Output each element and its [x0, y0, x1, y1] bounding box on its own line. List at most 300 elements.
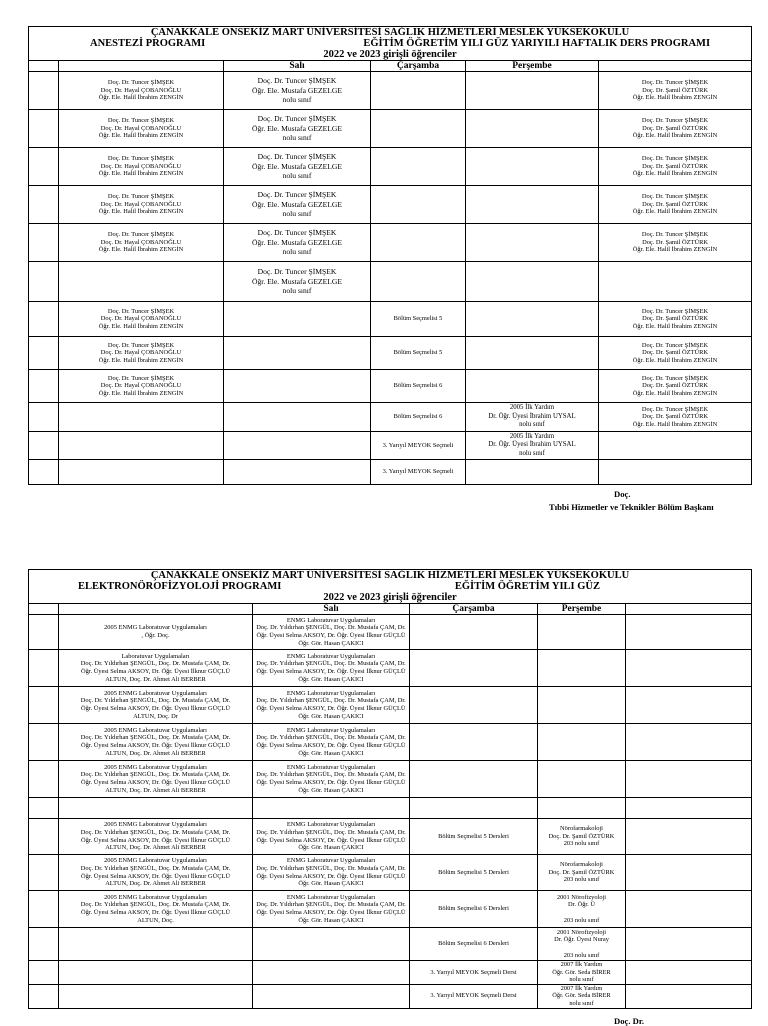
- cell-line: Öğr. Üyesi Selma AKSOY, Dr. Öğr. Üyesi İlknur GÜÇLÜ: [256, 632, 406, 639]
- schedule-cell: [253, 724, 410, 761]
- schedule-cell: [253, 761, 410, 798]
- cell-line: 2005 İlk Yardım: [509, 404, 555, 412]
- time-slot-cell: [29, 302, 59, 337]
- cell-line: Bölüm Seçmelisi 6: [393, 382, 443, 390]
- cell-line: Doç. Dr. Hayal ÇOBANOĞLU: [100, 162, 182, 170]
- schedule-cell: [253, 819, 410, 855]
- cell-line: nolu sınıf: [282, 247, 312, 257]
- cell-line: Doç. Dr. Yıldırhan ŞENGÜL, Doç. Dr. Mustafa ÇAM, Dr.: [256, 771, 406, 779]
- cell-line: Öğr. Ele. Halil İbrahim ZENGİN: [632, 170, 718, 178]
- schedule-cell: [626, 687, 752, 724]
- cell-line: Öğr. Ele. Halil İbrahim ZENGİN: [98, 389, 184, 397]
- term-title: EĞİTİM ÖĞRETİM YILI GÜZ: [454, 581, 601, 592]
- schedule-cell: [59, 984, 253, 1008]
- schedule-cell: [59, 186, 224, 224]
- cell-line: Dr. Öğr. Üyesi Nuray: [554, 936, 609, 944]
- cell-line: Öğr. Üyesi Selma AKSOY, Dr. Öğr. Üyesi İlknur GÜÇLÜ: [256, 872, 406, 880]
- cell-line: Öğr. Ele. Halil İbrahim ZENGİN: [632, 420, 718, 428]
- schedule-cell: [59, 798, 253, 819]
- cohort-title: 2022 ve 2023 girişli öğrenciler: [323, 592, 457, 603]
- cell-line: Bölüm Seçmelisi 5 Dersleri: [438, 832, 509, 840]
- time-slot-cell: [29, 984, 59, 1008]
- time-slot-cell: [29, 337, 59, 370]
- cell-line: 2005 ENMG Laboratuvar Uygulamaları: [104, 893, 207, 901]
- schedule-cell: [538, 724, 626, 761]
- schedule-cell: [466, 337, 599, 370]
- cell-line: 2005 ENMG Laboratuvar Uygulamaları: [104, 624, 207, 632]
- cell-line: Öğr. Üyesi Selma AKSOY, Dr. Öğr. Üyesi İlknur GÜÇLÜ: [256, 742, 406, 749]
- schedule-cell: [371, 432, 466, 460]
- university-title: ÇANAKKALE ONSEKİZ MART ÜNİVERSİTESİ SAĞLIK HİZMETLERİ MESLEK YÜKSEKOKULU: [150, 27, 630, 38]
- cell-line: Öğr. Ele. Halil İbrahim ZENGİN: [632, 322, 718, 330]
- cell-line: Bölüm Seçmelisi 6 Dersleri: [438, 940, 509, 948]
- cell-line: Bölüm Seçmelisi 5: [393, 349, 443, 357]
- cell-line: Öğr. Üyesi Selma AKSOY, Dr. Öğr. Üyesi İlknur GÜÇLÜ: [81, 705, 230, 712]
- cell-line: Doç. Dr. Yıldırhan ŞENGÜL, Doç. Dr. Mustafa ÇAM, Dr.: [80, 901, 231, 909]
- time-slot-cell: [29, 928, 59, 961]
- cell-line: 2007 İlk Yardım: [560, 961, 603, 968]
- schedule-row: [29, 761, 752, 798]
- schedule-cell: [224, 302, 371, 337]
- cell-line: Doç. Dr. Tuncer ŞİMŞEK: [107, 155, 175, 163]
- cell-line: Öğr. Ele. Mustafa GEZELGE: [251, 85, 343, 95]
- schedule-cell: [626, 761, 752, 798]
- schedule-cell: [371, 110, 466, 148]
- cell-line: Bölüm Seçmelisi 5 Dersleri: [438, 868, 509, 876]
- time-slot-cell: [29, 761, 59, 798]
- schedule-cell: [626, 724, 752, 761]
- cell-line: Doç. Dr. Tuncer ŞİMŞEK: [257, 152, 337, 162]
- schedule-cell: [410, 819, 538, 855]
- time-slot-cell: [29, 724, 59, 761]
- schedule-row: [29, 855, 752, 891]
- schedule-cell: [59, 687, 253, 724]
- schedule-cell: [466, 370, 599, 403]
- cell-line: 203 nolu sınıf: [563, 840, 600, 848]
- schedule-cell: [59, 370, 224, 403]
- schedule-cell: [599, 302, 752, 337]
- schedule-cell: [410, 855, 538, 891]
- schedule-cell: [599, 262, 752, 302]
- cell-line: Öğr. Gör. Hasan ÇAKICI: [298, 712, 364, 720]
- schedule-cell: [59, 961, 253, 985]
- schedule-cell: [538, 928, 626, 961]
- schedule-cell: [599, 403, 752, 432]
- schedule-cell: [538, 761, 626, 798]
- schedule-cell: [466, 460, 599, 485]
- schedule-cell: [410, 724, 538, 761]
- cell-line: Öğr. Üyesi Selma AKSOY, Dr. Öğr. Üyesi İlknur GÜÇLÜ: [256, 705, 406, 712]
- cell-line: Öğr. Üyesi Selma AKSOY, Dr. Öğr. Üyesi İlknur GÜÇLÜ: [256, 909, 406, 916]
- cell-line: Doç. Dr. Hayal ÇOBANOĞLU: [100, 238, 182, 246]
- cell-line: Doç. Dr. Tuncer ŞİMŞEK: [107, 117, 175, 125]
- schedule-cell: [59, 224, 224, 262]
- schedule-cell: [466, 403, 599, 432]
- cell-line: Doç. Dr. Yıldırhan ŞENGÜL, Doç. Dr. Mustafa ÇAM, Dr.: [80, 660, 231, 668]
- schedule-row: [29, 798, 752, 819]
- cell-line: ALTUN, Doç. Dr. Ahmet Ali BERBER: [105, 749, 206, 757]
- schedule-cell: [59, 650, 253, 687]
- cell-line: Doç. Dr. Tuncer ŞİMŞEK: [107, 341, 175, 349]
- cell-line: ALTUN, Doç.: [137, 916, 174, 924]
- day-tuesday: Salı: [253, 604, 410, 615]
- cell-line: 2005 ENMG Laboratuvar Uygulamaları: [104, 689, 207, 697]
- day-thursday: Perşembe: [466, 61, 599, 72]
- schedule-cell: [410, 798, 538, 819]
- schedule-cell: [224, 186, 371, 224]
- time-slot-cell: [29, 855, 59, 891]
- schedule-cell: [371, 460, 466, 485]
- time-slot-cell: [29, 687, 59, 724]
- cell-line: Doç. Dr. Tuncer ŞİMŞEK: [257, 114, 337, 124]
- cell-line: Doç. Dr. Hayal ÇOBANOĞLU: [100, 315, 182, 323]
- cell-line: Doç. Dr. Tuncer ŞİMŞEK: [641, 307, 709, 315]
- cell-line: Öğr. Üyesi Selma AKSOY, Dr. Öğr. Üyesi İlknur GÜÇLÜ: [81, 909, 230, 916]
- schedule-cell: [371, 72, 466, 110]
- schedule-cell: [626, 891, 752, 928]
- schedule-cell: [253, 615, 410, 650]
- day-tuesday: Salı: [224, 61, 371, 72]
- schedule-cell: [599, 110, 752, 148]
- cell-line: Doç. Dr. Tuncer ŞİMŞEK: [107, 231, 175, 239]
- schedule-cell: [466, 302, 599, 337]
- schedule-cell: [59, 855, 253, 891]
- schedule-cell: [253, 650, 410, 687]
- schedule-cell: [59, 615, 253, 650]
- cell-line: Dr. Öğr. Üyesi İbrahim UYSAL: [488, 412, 576, 420]
- cell-line: [539, 909, 624, 917]
- schedule-cell: [626, 615, 752, 650]
- cell-line: Doç. Dr. Hayal ÇOBANOĞLU: [100, 200, 182, 208]
- cell-line: nolu sınıf: [282, 133, 312, 143]
- schedule-cell: [371, 148, 466, 186]
- schedule-row: [29, 224, 752, 262]
- cell-line: Doç. Dr. Yıldırhan ŞENGÜL, Doç. Dr. Mustafa ÇAM, Dr.: [256, 901, 406, 909]
- anestezi-rows: [29, 72, 752, 485]
- schedule-row: [29, 819, 752, 855]
- cell-line: Doç. Dr. Şamil ÖZTÜRK: [642, 200, 708, 208]
- cell-line: Öğr. Ele. Halil İbrahim ZENGİN: [98, 208, 184, 216]
- cell-line: ALTUN, Doç. Dr: [133, 712, 178, 720]
- cell-line: Öğr. Üyesi Selma AKSOY, Dr. Öğr. Üyesi İlknur GÜÇLÜ: [81, 779, 230, 786]
- cell-line: nolu sınıf: [282, 209, 312, 219]
- cell-line: Öğr. Gör. Hasan ÇAKICI: [298, 880, 364, 888]
- cell-line: nolu sınıf: [569, 999, 594, 1007]
- schedule-cell: [224, 370, 371, 403]
- schedule-cell: [410, 891, 538, 928]
- cell-line: Doç. Dr. Şamil ÖZTÜRK: [642, 382, 708, 390]
- cell-line: ENMG Laboratuvar Uygulamaları: [286, 689, 376, 697]
- time-slot-cell: [29, 819, 59, 855]
- cell-line: Nörofarmakoloji: [560, 861, 603, 869]
- cell-line: Doç. Dr. Yıldırhan ŞENGÜL, Doç. Dr. Mustafa ÇAM, Dr.: [256, 697, 406, 705]
- schedule-cell: [224, 224, 371, 262]
- schedule-row: [29, 724, 752, 761]
- schedule-row: [29, 403, 752, 432]
- enf-table: [28, 569, 752, 1009]
- cell-line: Doç. Dr. Yıldırhan ŞENGÜL, Doç. Dr. Mustafa ÇAM, Dr.: [256, 734, 406, 742]
- time-slot-cell: [29, 432, 59, 460]
- schedule-row: [29, 148, 752, 186]
- cell-line: Doç. Dr. Şamil ÖZTÜRK: [642, 86, 708, 94]
- schedule-cell: [538, 855, 626, 891]
- cell-line: Dr. Öğr. Üyesi İbrahim UYSAL: [488, 441, 576, 449]
- time-slot-cell: [29, 186, 59, 224]
- schedule-cell: [466, 72, 599, 110]
- cell-line: 3. Yarıyıl MEYOK Seçmeli Dersi: [430, 968, 517, 976]
- footer-signature: Doç.: [614, 489, 631, 499]
- schedule-cell: [410, 687, 538, 724]
- schedule-cell: [538, 798, 626, 819]
- schedule-cell: [253, 928, 410, 961]
- schedule-cell: [59, 891, 253, 928]
- schedule-cell: [224, 110, 371, 148]
- schedule-cell: [599, 224, 752, 262]
- cell-line: 2005 ENMG Laboratuvar Uygulamaları: [104, 763, 207, 771]
- schedule-cell: [466, 432, 599, 460]
- cell-line: Bölüm Seçmelisi 6 Dersleri: [438, 905, 509, 913]
- cell-line: ALTUN, Doç. Dr. Ahmet Ali BERBER: [105, 880, 206, 888]
- cell-line: Doç. Dr. Tuncer ŞİMŞEK: [107, 374, 175, 382]
- cell-line: Doç. Dr. Yıldırhan ŞENGÜL, Doç. Dr. Mustafa ÇAM, Dr.: [80, 864, 231, 872]
- cell-line: Doç. Dr. Tuncer ŞİMŞEK: [257, 190, 337, 200]
- schedule-cell: [371, 186, 466, 224]
- schedule-cell: [253, 687, 410, 724]
- cell-line: 2005 İlk Yardım: [509, 432, 555, 440]
- time-slot-cell: [29, 650, 59, 687]
- time-slot-cell: [29, 224, 59, 262]
- cell-line: Dr. Öğr. Ü: [568, 901, 595, 909]
- cell-line: Öğr. Gör. Seda BİRER: [552, 992, 611, 1000]
- cell-line: Doç. Dr. Hayal ÇOBANOĞLU: [100, 124, 182, 132]
- schedule-row: [29, 687, 752, 724]
- cell-line: Öğr. Gör. Hasan ÇAKICI: [298, 786, 364, 794]
- cell-line: Öğr. Üyesi Selma AKSOY, Dr. Öğr. Üyesi İlknur GÜÇLÜ: [81, 836, 230, 844]
- cell-line: 3. Yarıyıl MEYOK Seçmeli: [382, 441, 454, 449]
- cell-line: Doç. Dr. Tuncer ŞİMŞEK: [257, 228, 337, 238]
- schedule-cell: [599, 186, 752, 224]
- cell-line: Öğr. Üyesi Selma AKSOY, Dr. Öğr. Üyesi İlknur GÜÇLÜ: [256, 836, 406, 844]
- schedule-cell: [466, 224, 599, 262]
- cell-line: 2005 ENMG Laboratuvar Uygulamaları: [104, 857, 207, 865]
- cell-line: Doç. Dr. Tuncer ŞİMŞEK: [107, 307, 175, 315]
- cell-line: ENMG Laboratuvar Uygulamaları: [286, 857, 376, 865]
- cell-line: Öğr. Gör. Hasan ÇAKICI: [298, 749, 364, 757]
- schedule-cell: [253, 855, 410, 891]
- schedule-row: [29, 928, 752, 961]
- schedule-cell: [224, 460, 371, 485]
- cell-line: nolu sınıf: [282, 95, 312, 105]
- cell-line: Doç. Dr. Tuncer ŞİMŞEK: [641, 155, 709, 163]
- cell-line: Doç. Dr. Şamil ÖZTÜRK: [548, 832, 615, 840]
- cell-line: ALTUN, Doç. Dr. Ahmet Ali BERBER: [105, 786, 206, 794]
- time-slot-cell: [29, 891, 59, 928]
- cell-line: Öğr. Ele. Halil İbrahim ZENGİN: [632, 208, 718, 216]
- time-slot-cell: [29, 460, 59, 485]
- cell-line: [539, 944, 624, 952]
- time-slot-cell: [29, 798, 59, 819]
- schedule-cell: [59, 72, 224, 110]
- day-thursday: Perşembe: [538, 604, 626, 615]
- cell-line: Doç. Dr. Yıldırhan ŞENGÜL, Doç. Dr. Mustafa ÇAM, Dr.: [80, 734, 231, 742]
- cell-line: Doç. Dr. Yıldırhan ŞENGÜL, Doç. Dr. Mustafa ÇAM, Dr.: [80, 771, 231, 779]
- cell-line: Öğr. Gör. Hasan ÇAKICI: [298, 844, 364, 852]
- anestezi-table: [28, 26, 752, 485]
- schedule-cell: [224, 72, 371, 110]
- time-slot-cell: [29, 110, 59, 148]
- schedule-cell: [371, 302, 466, 337]
- cell-line: Doç. Dr. Tuncer ŞİMŞEK: [257, 267, 337, 277]
- schedule-cell: [538, 961, 626, 985]
- schedule-row: [29, 961, 752, 985]
- schedule-cell: [466, 262, 599, 302]
- anestezi-header: [29, 27, 752, 61]
- cell-line: 2005 ENMG Laboratuvar Uygulamaları: [104, 726, 207, 734]
- schedule-row: [29, 650, 752, 687]
- schedule-row: [29, 460, 752, 485]
- university-title: ÇANAKKALE ONSEKİZ MART ÜNİVERSİTESİ SAĞLIK HİZMETLERİ MESLEK YÜKSEKOKULU: [150, 570, 630, 581]
- cell-line: Öğr. Gör. Hasan ÇAKICI: [298, 675, 364, 683]
- cell-line: Doç. Dr. Tuncer ŞİMŞEK: [641, 405, 709, 413]
- cell-line: Öğr. Ele. Halil İbrahim ZENGİN: [98, 322, 184, 330]
- schedule-cell: [224, 432, 371, 460]
- schedule-row: [29, 337, 752, 370]
- cell-line: Öğr. Ele. Halil İbrahim ZENGİN: [632, 94, 718, 102]
- day-wednesday: Çarşamba: [410, 604, 538, 615]
- schedule-cell: [466, 110, 599, 148]
- cell-line: Doç. Dr. Şamil ÖZTÜRK: [642, 124, 708, 132]
- schedule-cell: [599, 460, 752, 485]
- schedule-row: [29, 615, 752, 650]
- cell-line: ENMG Laboratuvar Uygulamaları: [286, 821, 376, 829]
- cell-line: nolu sınıf: [282, 171, 312, 181]
- cell-line: ALTUN, Doç. Dr. Ahmet Ali BERBER: [105, 675, 206, 683]
- schedule-row: [29, 432, 752, 460]
- cell-line: nolu sınıf: [519, 449, 545, 457]
- schedule-cell: [59, 148, 224, 186]
- schedule-cell: [224, 262, 371, 302]
- cell-line: Doç. Dr. Şamil ÖZTÜRK: [548, 868, 615, 876]
- cell-line: Doç. Dr. Yıldırhan ŞENGÜL, Doç. Dr. Mustafa ÇAM, Dr.: [256, 624, 406, 632]
- cell-line: 203 nolu sınıf: [563, 916, 600, 924]
- cell-line: ENMG Laboratuvar Uygulamaları: [286, 616, 376, 624]
- schedule-cell: [599, 370, 752, 403]
- schedule-cell: [59, 761, 253, 798]
- schedule-row: [29, 302, 752, 337]
- schedule-cell: [371, 337, 466, 370]
- cell-line: Öğr. Gör. Hasan ÇAKICI: [298, 916, 364, 924]
- schedule-cell: [371, 370, 466, 403]
- cell-line: Doç. Dr. Tuncer ŞİMŞEK: [107, 193, 175, 201]
- cell-line: Öğr. Üyesi Selma AKSOY, Dr. Öğr. Üyesi İlknur GÜÇLÜ: [256, 668, 406, 675]
- program-name: ELEKTRONÖROFİZYOLOJİ PROGRAMI: [78, 581, 282, 592]
- footer-department: Tıbbi Hizmetler ve Teknikler Bölüm Başkanı: [549, 502, 714, 512]
- schedule-cell: [626, 855, 752, 891]
- cell-line: Öğr. Gör. Seda BİRER: [552, 968, 611, 976]
- cell-line: Doç. Dr. Yıldırhan ŞENGÜL, Doç. Dr. Mustafa ÇAM, Dr.: [80, 697, 231, 705]
- enf-rows: [29, 615, 752, 1009]
- schedule-cell: [371, 262, 466, 302]
- time-slot-cell: [29, 262, 59, 302]
- day-header-row: [29, 61, 752, 72]
- cell-line: Doç. Dr. Şamil ÖZTÜRK: [642, 162, 708, 170]
- cell-line: 2001 Nörofizyoloji: [556, 928, 607, 936]
- schedule-cell: [626, 928, 752, 961]
- schedule-cell: [538, 984, 626, 1008]
- schedule-cell: [59, 110, 224, 148]
- cell-line: ENMG Laboratuvar Uygulamaları: [286, 763, 376, 771]
- schedule-cell: [253, 798, 410, 819]
- schedule-cell: [59, 337, 224, 370]
- cell-line: , Öğr. Doç.: [141, 632, 170, 639]
- schedule-cell: [59, 724, 253, 761]
- cell-line: Doç. Dr. Yıldırhan ŞENGÜL, Doç. Dr. Mustafa ÇAM, Dr.: [256, 864, 406, 872]
- schedule-row: [29, 984, 752, 1008]
- schedule-cell: [59, 460, 224, 485]
- cell-line: Öğr. Ele. Halil İbrahim ZENGİN: [632, 246, 718, 254]
- cell-line: Laboratuvar Uygulamaları: [121, 652, 190, 660]
- schedule-row: [29, 186, 752, 224]
- schedule-cell: [626, 819, 752, 855]
- cell-line: 2005 ENMG Laboratuvar Uygulamaları: [104, 821, 207, 829]
- cell-line: 2001 Nörofizyoloji: [556, 893, 607, 901]
- schedule-cell: [466, 186, 599, 224]
- cell-line: Doç. Dr. Tuncer ŞİMŞEK: [257, 76, 337, 86]
- cell-line: Nörofarmakoloji: [560, 825, 603, 833]
- cell-line: 203 nolu sınıf: [563, 876, 600, 884]
- time-slot-cell: [29, 403, 59, 432]
- cell-line: Doç. Dr. Tuncer ŞİMŞEK: [641, 79, 709, 87]
- schedule-row: [29, 72, 752, 110]
- schedule-cell: [410, 615, 538, 650]
- time-slot-cell: [29, 370, 59, 403]
- cell-line: Öğr. Üyesi Selma AKSOY, Dr. Öğr. Üyesi İlknur GÜÇLÜ: [256, 779, 406, 786]
- enf-header: [29, 570, 752, 604]
- cell-line: Doç. Dr. Yıldırhan ŞENGÜL, Doç. Dr. Mustafa ÇAM, Dr.: [256, 828, 406, 836]
- cell-line: nolu sınıf: [519, 421, 545, 429]
- cell-line: Doç. Dr. Tuncer ŞİMŞEK: [641, 231, 709, 239]
- cell-line: Öğr. Üyesi Selma AKSOY, Dr. Öğr. Üyesi İlknur GÜÇLÜ: [81, 872, 230, 880]
- schedule-cell: [538, 819, 626, 855]
- cell-line: Öğr. Üyesi Selma AKSOY, Dr. Öğr. Üyesi İlknur GÜÇLÜ: [81, 742, 230, 749]
- cell-line: nolu sınıf: [569, 976, 594, 984]
- cell-line: Öğr. Gör. Hasan ÇAKICI: [298, 639, 364, 647]
- cell-line: 2007 İlk Yardım: [560, 984, 603, 992]
- schedule-cell: [538, 615, 626, 650]
- cell-line: nolu sınıf: [282, 286, 312, 296]
- schedule-cell: [59, 262, 224, 302]
- schedule-cell: [626, 650, 752, 687]
- time-slot-cell: [29, 148, 59, 186]
- cell-line: Doç. Dr. Tuncer ŞİMŞEK: [641, 374, 709, 382]
- cell-line: ENMG Laboratuvar Uygulamaları: [286, 726, 376, 734]
- schedule-cell: [538, 891, 626, 928]
- schedule-cell: [626, 961, 752, 985]
- cell-line: Doç. Dr. Yıldırhan ŞENGÜL, Doç. Dr. Mustafa ÇAM, Dr.: [80, 828, 231, 836]
- schedule-cell: [224, 403, 371, 432]
- cell-line: 203 nolu sınıf: [563, 951, 600, 959]
- schedule-cell: [410, 928, 538, 961]
- schedule-cell: [599, 432, 752, 460]
- cell-line: Doç. Dr. Tuncer ŞİMŞEK: [641, 117, 709, 125]
- cell-line: Doç. Dr. Tuncer ŞİMŞEK: [641, 193, 709, 201]
- enf-schedule: [28, 569, 751, 1009]
- schedule-cell: [410, 761, 538, 798]
- schedule-cell: [253, 961, 410, 985]
- term-title: EĞİTİM ÖĞRETİM YILI GÜZ YARIYILI HAFTALIK DERS PROGRAMI: [363, 38, 711, 49]
- cohort-title: 2022 ve 2023 girişli öğrenciler: [323, 49, 457, 60]
- schedule-row: [29, 370, 752, 403]
